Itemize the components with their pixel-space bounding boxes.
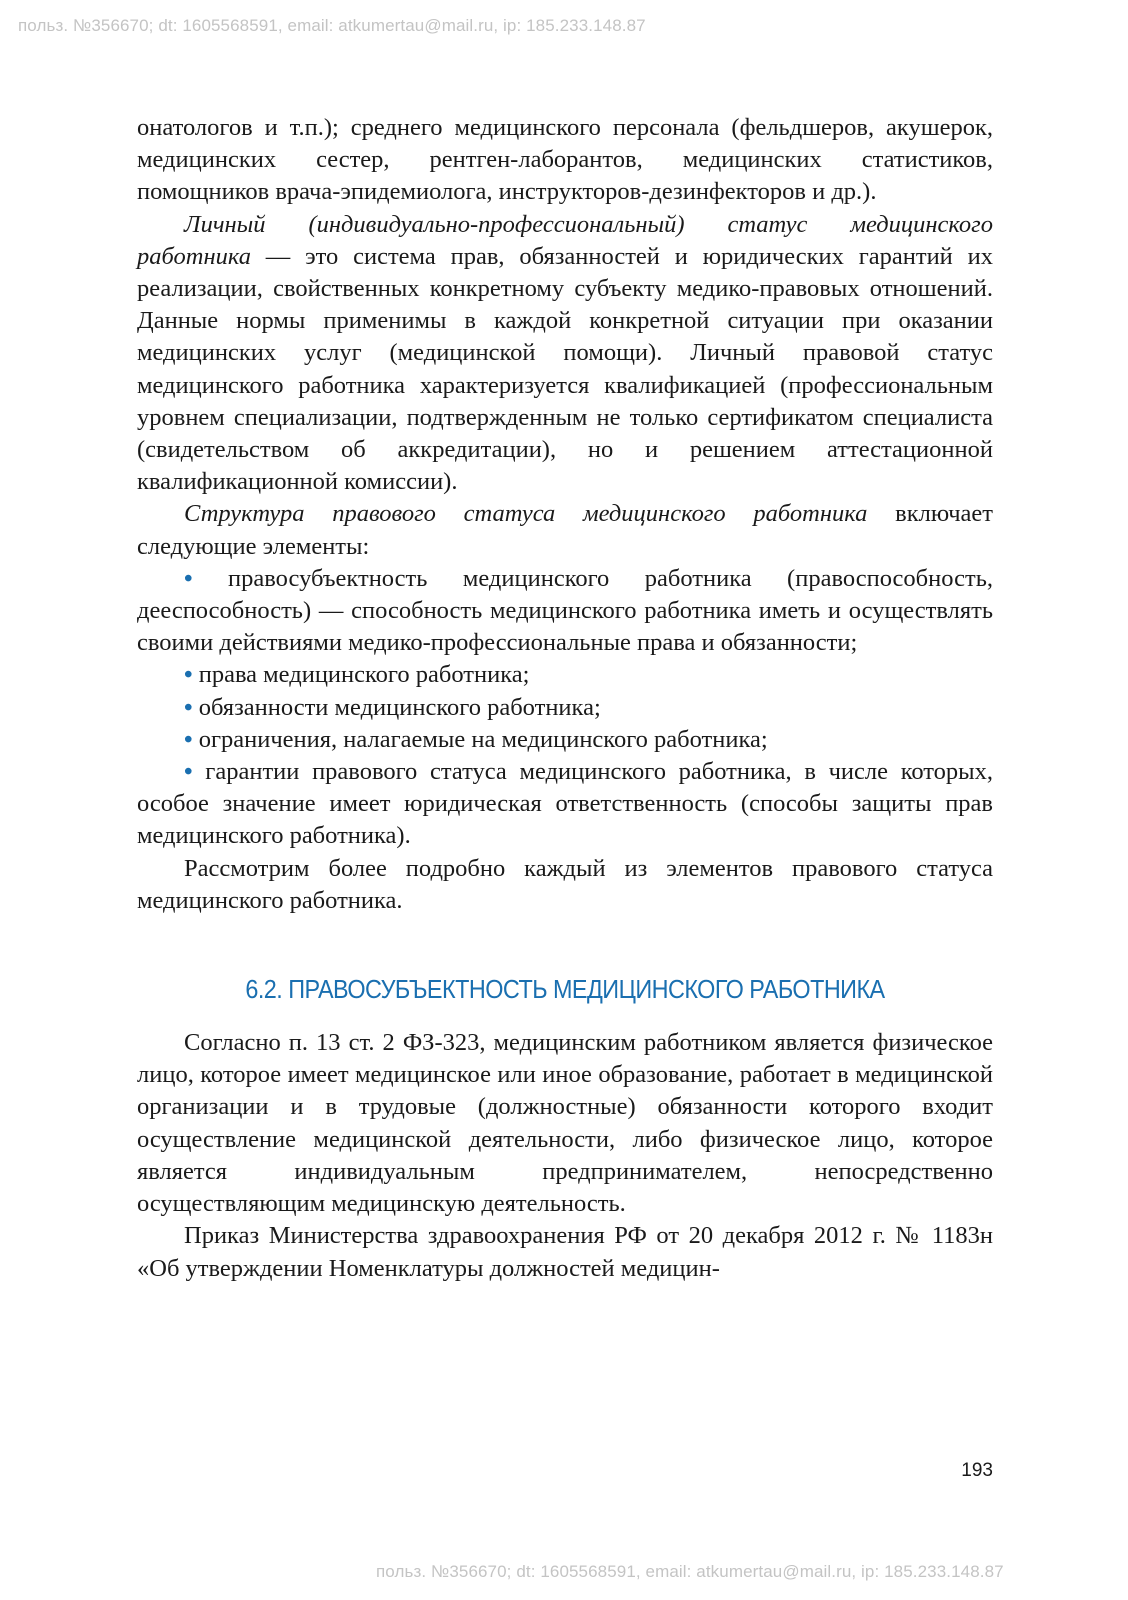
bullet-icon: •: [184, 758, 193, 786]
list-item-text: ограничения, налагаемые на медицинского работника;: [198, 725, 768, 753]
page-number: 193: [961, 1460, 993, 1481]
list-item: [137, 756, 993, 853]
list-item-text: права медицинского работника;: [198, 661, 530, 689]
list-item: [137, 563, 993, 660]
paragraph-continuation: онатологов и т.п.); среднего медицинского персонала (фельдшеров, акушерок, медицинских сестер, рентген-лаборантов, медицинских статистиков, помощников врача-эпидемиолога, инструкторов-дезинфекторов и др.).: [137, 114, 993, 206]
list-item-text: гарантии правового статуса медицинского работника, в числе которых, особое значение имеет юридическая ответственность (способы защиты прав медицинского работника).: [137, 758, 994, 850]
list-item: [137, 692, 993, 724]
paragraph-consider: Рассмотрим более подробно каждый из элементов правового статуса медицинского работника.: [137, 854, 993, 914]
list-item: [137, 659, 993, 691]
watermark-top: польз. №356670; dt: 1605568591, email: atkumertau@mail.ru, ip: 185.233.148.87: [18, 16, 646, 35]
bullet-icon: •: [184, 661, 193, 689]
page-content: [137, 112, 993, 1285]
list-item-text: обязанности медицинского работника;: [198, 693, 601, 721]
paragraph-personal-status-text: — это система прав, обязанностей и юридических гарантий их реализации, свойственных конкретному субъекту медико-правовых отношений. Данные нормы применимы в каждой конкретной ситуации при оказании медицинских услуг (медицинской помощи). Личный правовой статус медицинского работника характеризуется квалификацией (профессиональным уровнем специализации, подтвержденным не только сертификатом специалиста (свидетельством об аккредитации), но и решением аттестационной квалификационной комиссии).: [137, 242, 993, 496]
bullet-icon: •: [184, 564, 193, 592]
bullet-icon: •: [184, 693, 193, 721]
section-heading: 6.2. ПРАВОСУБЪЕКТНОСТЬ МЕДИЦИНСКОГО РАБОТНИКА: [245, 974, 885, 1005]
paragraph-personal-status: [137, 209, 993, 499]
bullet-icon: •: [184, 725, 193, 753]
term-structure: Структура правового статуса медицинского работника: [184, 500, 868, 528]
term-personal-status: Личный (индивидуально-профессиональный) статус медицинского работника: [137, 210, 993, 270]
paragraph-definition: Согласно п. 13 ст. 2 ФЗ-323, медицинским работником является физическое лицо, которое имеет медицинское или иное образование, работает в медицинской организации и в трудовые (должностные) обязанности которого входит осуществление медицинской деятельности, либо физическое лицо, которое является индивидуальным предпринимателем, непосредственно осуществляющим медицинскую деятельность.: [137, 1029, 993, 1218]
paragraph-structure-text: включает следующие элементы:: [137, 500, 993, 560]
paragraph-order: Приказ Министерства здравоохранения РФ от 20 декабря 2012 г. № 1183н «Об утверждении Номенклатуры должностей медицин-: [137, 1222, 993, 1282]
list-item: [137, 724, 993, 756]
watermark-bottom: польз. №356670; dt: 1605568591, email: atkumertau@mail.ru, ip: 185.233.148.87: [376, 1562, 1004, 1581]
list-item-text: правосубъектность медицинского работника (правоспособность, дееспособность) — способность медицинского работника иметь и осуществлять своими действиями медико-профессиональные права и обязанности;: [137, 564, 993, 657]
paragraph-structure: [137, 498, 993, 562]
